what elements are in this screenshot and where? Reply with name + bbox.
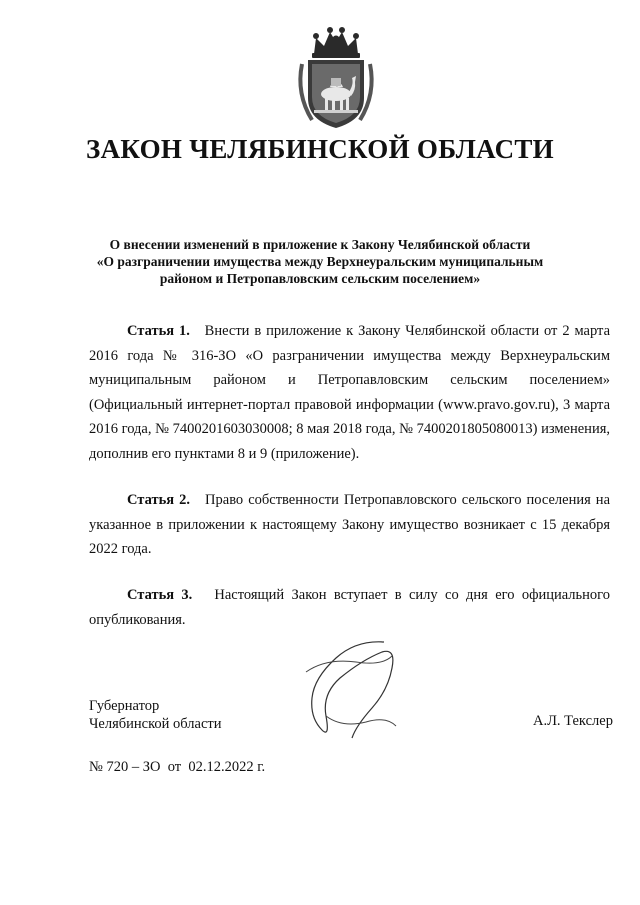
subject-line: районом и Петропавловским сельским поселением» [159,271,481,286]
article-text: Внести в приложение к Закону Челябинской области от 2 марта 2016 года № 316-ЗО «О разграничении имущества между Верхнеуральским муниципальным районом и Петропавловским сельским поселением» (Официальный интернет-портал правовой информации (www.pravo.gov.ru), 3 марта 2016 года, № 7400201603030008; 8 мая 2018 года, № 7400201805080013) изменения, дополнив его пунктами 8 и 9 (приложение). [89,323,611,462]
article-label: Статья 2. [127,492,190,508]
signer-name: А.Л. Текслер [533,713,613,729]
signature-image [296,638,416,748]
article-label: Статья 1. [127,323,190,339]
law-title: ЗАКОН ЧЕЛЯБИНСКОЙ ОБЛАСТИ [86,134,554,164]
article-text: Настоящий Закон вступает в силу со дня его официального опубликования. [89,587,611,628]
signer-role-line: Губернатор [89,698,160,714]
article-2 [89,488,610,562]
signer-role-line: Челябинской области [89,716,222,732]
article-1 [89,319,610,466]
registration-number: № 720 – ЗО от 02.12.2022 г. [89,759,266,775]
subject-line: О внесении изменений в приложение к Закону Челябинской области [109,237,531,252]
article-label: Статья 3. [127,587,193,603]
law-subject [90,236,550,287]
article-text: Право собственности Петропавловского сельского поселения на указанное в приложении к настоящему Закону имущество возникает с 15 декабря 2022 года. [89,492,611,557]
subject-line: «О разграничении имущества между Верхнеуральским муниципальным [96,254,544,269]
coat-of-arms-icon [292,24,380,134]
article-3 [89,583,610,632]
signer-role [89,697,222,733]
